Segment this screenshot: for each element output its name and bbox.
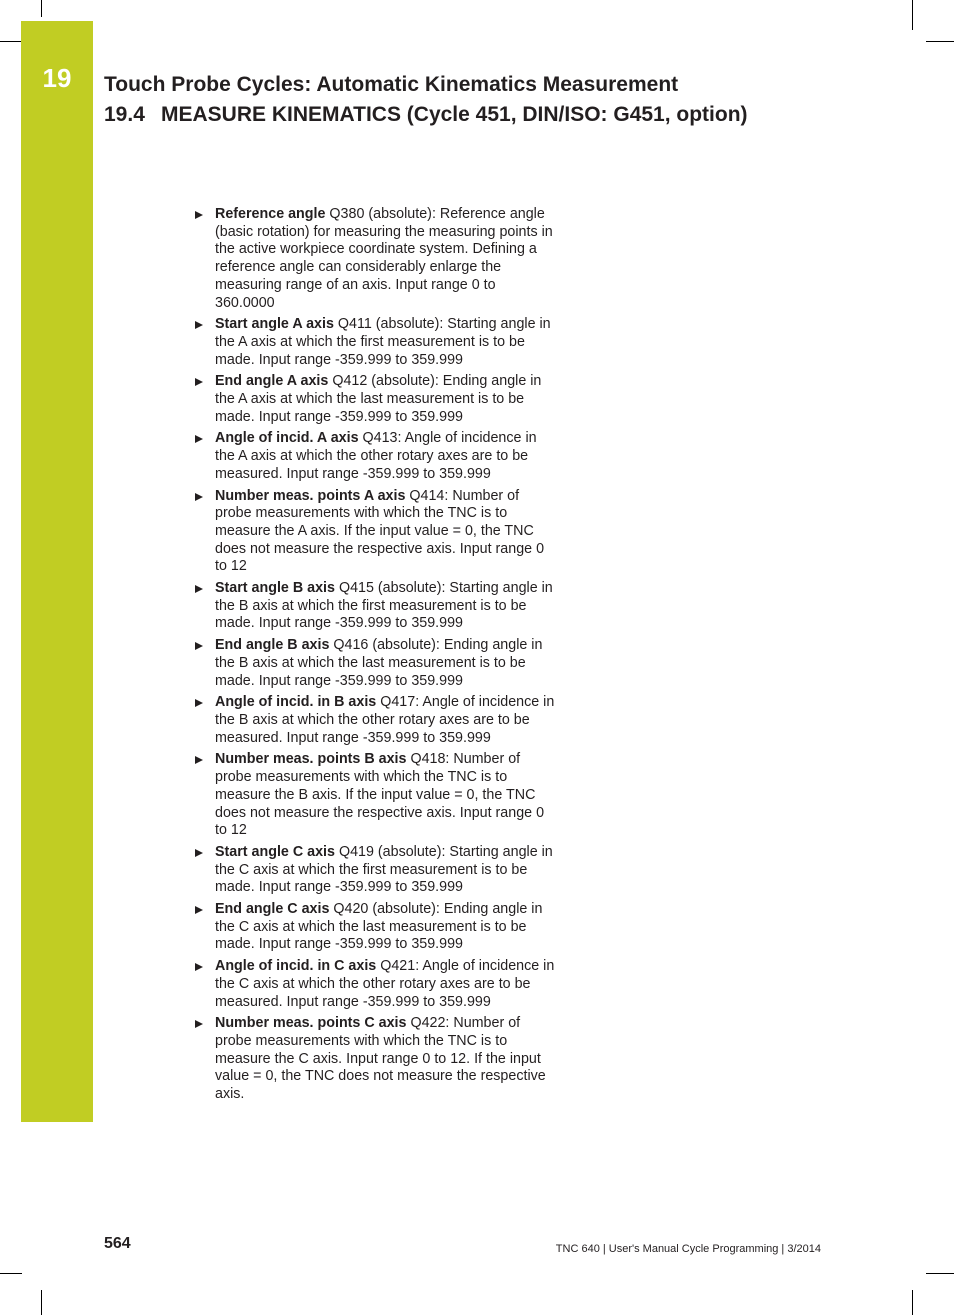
parameter-description: Q420 (absolute): Ending angle in the C axis at which the last measurement is to be made. Input range -359.999 to 359.999 xyxy=(215,901,543,953)
parameter-name: End angle C axis xyxy=(215,901,330,918)
list-item xyxy=(193,488,558,577)
list-item xyxy=(193,580,558,633)
parameter-name: Reference angle xyxy=(215,206,326,222)
bullet-arrow-icon xyxy=(195,963,203,971)
parameter-name: Angle of incid. A axis xyxy=(215,430,359,447)
crop-mark xyxy=(912,1290,913,1315)
crop-mark xyxy=(0,41,22,42)
bullet-arrow-icon xyxy=(195,378,203,386)
bullet-arrow-icon xyxy=(195,435,203,443)
crop-mark xyxy=(41,0,42,17)
crop-mark xyxy=(0,1273,22,1274)
parameter-name: Number meas. points B axis xyxy=(215,751,407,768)
parameter-name: End angle A axis xyxy=(215,373,329,390)
footer-manual-info: TNC 640 | User's Manual Cycle Programming | 3/2014 xyxy=(555,1243,821,1255)
list-item xyxy=(193,206,558,312)
list-item xyxy=(193,901,558,954)
bullet-arrow-icon xyxy=(195,211,203,219)
chapter-tab-bar xyxy=(21,21,93,1122)
crop-mark xyxy=(41,1290,42,1315)
list-item xyxy=(193,637,558,690)
crop-mark xyxy=(926,1273,954,1274)
crop-mark xyxy=(926,41,954,42)
parameter-description: Q411 (absolute): Starting angle in the A axis at which the first measurement is to be made. Input range -359.999 to 359.999 xyxy=(215,316,551,368)
chapter-title: Touch Probe Cycles: Automatic Kinematics Measurement xyxy=(104,73,679,96)
parameter-name: Number meas. points A axis xyxy=(215,487,406,504)
bullet-arrow-icon xyxy=(195,849,203,857)
bullet-arrow-icon xyxy=(195,493,203,501)
list-item xyxy=(193,751,558,840)
parameter-description: Q416 (absolute): Ending angle in the B axis at which the last measurement is to be made. Input range -359.999 to 359.999 xyxy=(215,637,543,689)
list-item xyxy=(193,694,558,747)
bullet-arrow-icon xyxy=(195,321,203,329)
list-item xyxy=(193,958,558,1011)
bullet-arrow-icon xyxy=(195,756,203,764)
parameter-description: Q418: Number of probe measurements with which the TNC is to measure the B axis. If the input value = 0, the TNC does not measure the respective axis. Input range 0 to 12 xyxy=(215,751,545,839)
crop-mark xyxy=(912,0,913,30)
bullet-arrow-icon xyxy=(195,699,203,707)
parameter-name: Angle of incid. in B axis xyxy=(215,694,377,711)
parameter-name: Start angle C axis xyxy=(215,843,335,860)
parameter-name: Angle of incid. in C axis xyxy=(215,958,377,975)
parameter-description: Q421: Angle of incidence in the C axis at which the other rotary axes are to be measured. Input range -359.999 to 359.999 xyxy=(215,958,555,1010)
bullet-arrow-icon xyxy=(195,642,203,650)
bullet-arrow-icon xyxy=(195,585,203,593)
page-number: 564 xyxy=(104,1235,131,1252)
parameter-description: Q417: Angle of incidence in the B axis at which the other rotary axes are to be measured. Input range -359.999 to 359.999 xyxy=(215,694,555,746)
parameter-description: Q380 (absolute): Reference angle (basic rotation) for measuring the measuring points in the active workpiece coordinate system. Defining a reference angle can considerably enlarge the measuring range of an axis. Input range 0 to 360.0000 xyxy=(215,206,553,311)
section-number: 19.4 xyxy=(104,103,145,126)
bullet-arrow-icon xyxy=(195,1020,203,1028)
list-item xyxy=(193,844,558,897)
section-heading xyxy=(104,102,748,128)
bullet-arrow-icon xyxy=(195,906,203,914)
parameter-name: End angle B axis xyxy=(215,637,330,654)
parameter-description: Q412 (absolute): Ending angle in the A axis at which the last measurement is to be made. Input range -359.999 to 359.999 xyxy=(215,373,542,425)
chapter-number: 19 xyxy=(42,63,72,93)
parameter-name: Start angle B axis xyxy=(215,580,335,597)
list-item xyxy=(193,316,558,369)
list-item xyxy=(193,373,558,426)
parameter-description: Q414: Number of probe measurements with which the TNC is to measure the A axis. If the input value = 0, the TNC does not measure the respective axis. Input range 0 to 12 xyxy=(215,487,545,575)
section-title: MEASURE KINEMATICS (Cycle 451, DIN/ISO: G451, option) xyxy=(161,103,748,126)
list-item xyxy=(193,1015,558,1104)
parameter-name: Start angle A axis xyxy=(215,316,334,333)
parameter-description: Q413: Angle of incidence in the A axis at which the other rotary axes are to be measured. Input range -359.999 to 359.999 xyxy=(215,430,537,482)
parameter-list xyxy=(193,206,558,1108)
parameter-description: Q415 (absolute): Starting angle in the B axis at which the first measurement is to be made. Input range -359.999 to 359.999 xyxy=(215,580,553,632)
parameter-description: Q422: Number of probe measurements with which the TNC is to measure the C axis. Input range 0 to 12. If the input value = 0, the TNC does not measure the respective axis. xyxy=(215,1015,546,1103)
parameter-name: Number meas. points C axis xyxy=(215,1015,407,1032)
parameter-description: Q419 (absolute): Starting angle in the C axis at which the first measurement is to be made. Input range -359.999 to 359.999 xyxy=(215,843,553,896)
list-item xyxy=(193,430,558,483)
